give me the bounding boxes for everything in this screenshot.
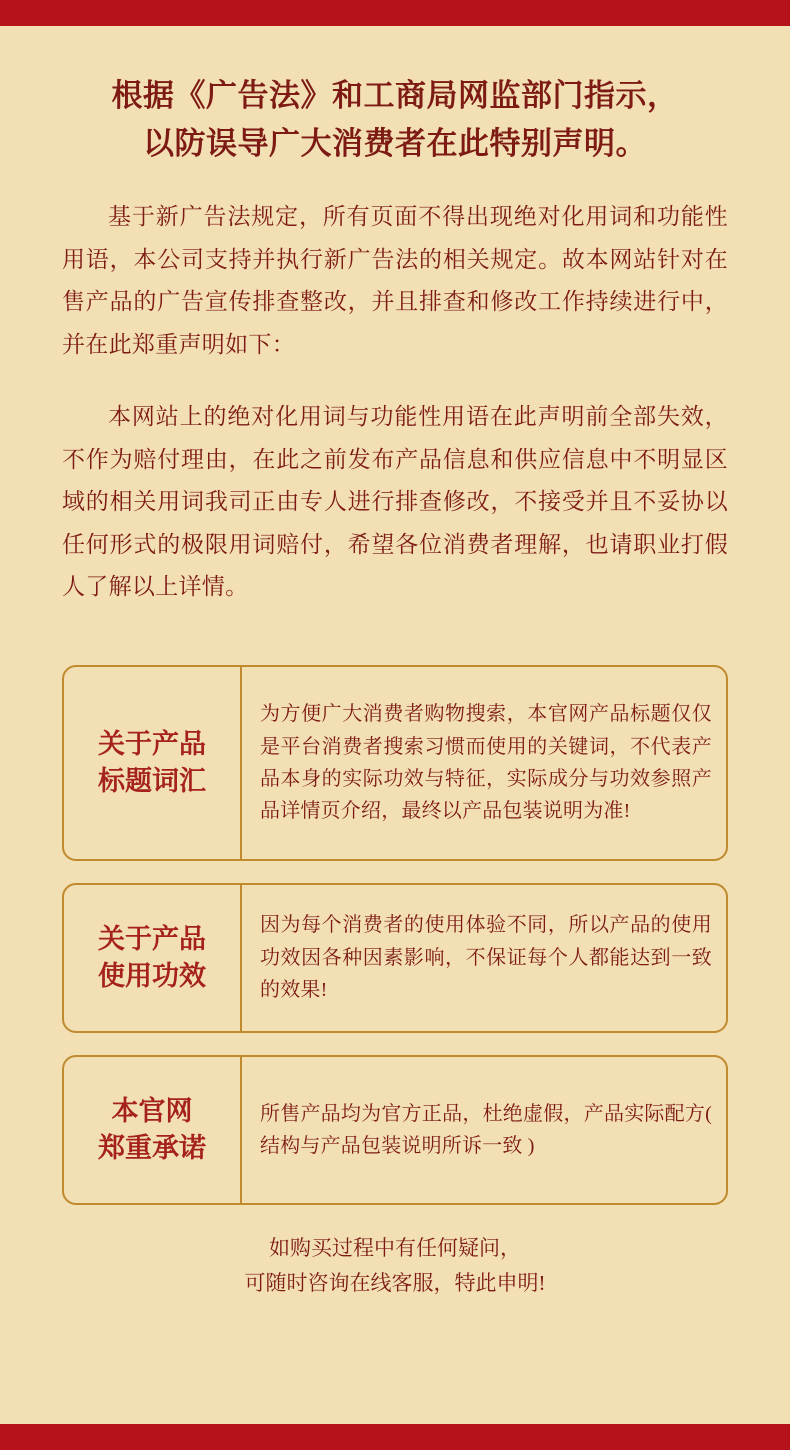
page-title-line-2: 以防误导广大消费者在此特别声明。 (143, 126, 647, 162)
card-product-efficacy (62, 883, 728, 1033)
card-title-line-1: 关于产品 (98, 923, 206, 954)
card-official-promise (62, 1055, 728, 1205)
statement-paragraph-2: 本网站上的绝对化用词与功能性用语在此声明前全部失效，不作为赔付理由，在此之前发布产品信息和供应信息中不明显区域的相关用词我司正由专人进行排查修改，不接受并且不妥协以任何形式的极限用词赔付，希望各位消费者理解，也请职业打假人了解以上详情。 (62, 404, 728, 600)
footer-note-line-2: 可随时咨询在线客服，特此申明! (244, 1270, 546, 1295)
card-title (64, 885, 242, 1031)
card-title-line-2: 郑重承诺 (98, 1133, 206, 1164)
card-title-line-2: 标题词汇 (98, 766, 206, 797)
card-title (64, 667, 242, 859)
card-body: 所售产品均为官方正品，杜绝虚假，产品实际配方( 结构与产品包装说明所诉一致 ) (260, 1102, 712, 1158)
statement-card-list (62, 665, 728, 1205)
footer-note (62, 1231, 728, 1300)
card-title (64, 1057, 242, 1203)
card-body: 为方便广大消费者购物搜索，本官网产品标题仅仅是平台消费者搜索习惯而使用的关键词，不代表产品本身的实际功效与特征，实际成分与功效参照产品详情页介绍，最终以产品包装说明为准! (260, 703, 712, 823)
card-body: 因为每个消费者的使用体验不同，所以产品的使用功效因各种因素影响，不保证每个人都能达到一致的效果! (260, 914, 712, 1002)
page-title (62, 26, 728, 168)
footer-note-line-1: 如购买过程中有任何疑问， (269, 1236, 521, 1261)
statement-paragraph-1: 基于新广告法规定，所有页面不得出现绝对化用词和功能性用语，本公司支持并执行新广告法的相关规定。故本网站针对在售产品的广告宣传排查整改，并且排查和修改工作持续进行中，并在此郑重声明如下： (62, 204, 728, 357)
card-title-line-2: 使用功效 (98, 961, 206, 992)
page-title-line-1: 根据《广告法》和工商局网监部门指示， (111, 78, 679, 113)
card-product-title-terms (62, 665, 728, 861)
bottom-red-bar (0, 1424, 790, 1450)
card-title-line-1: 关于产品 (98, 728, 206, 759)
card-title-line-1: 本官网 (111, 1095, 193, 1126)
statement-sheet (0, 26, 790, 1424)
top-red-bar (0, 0, 790, 26)
